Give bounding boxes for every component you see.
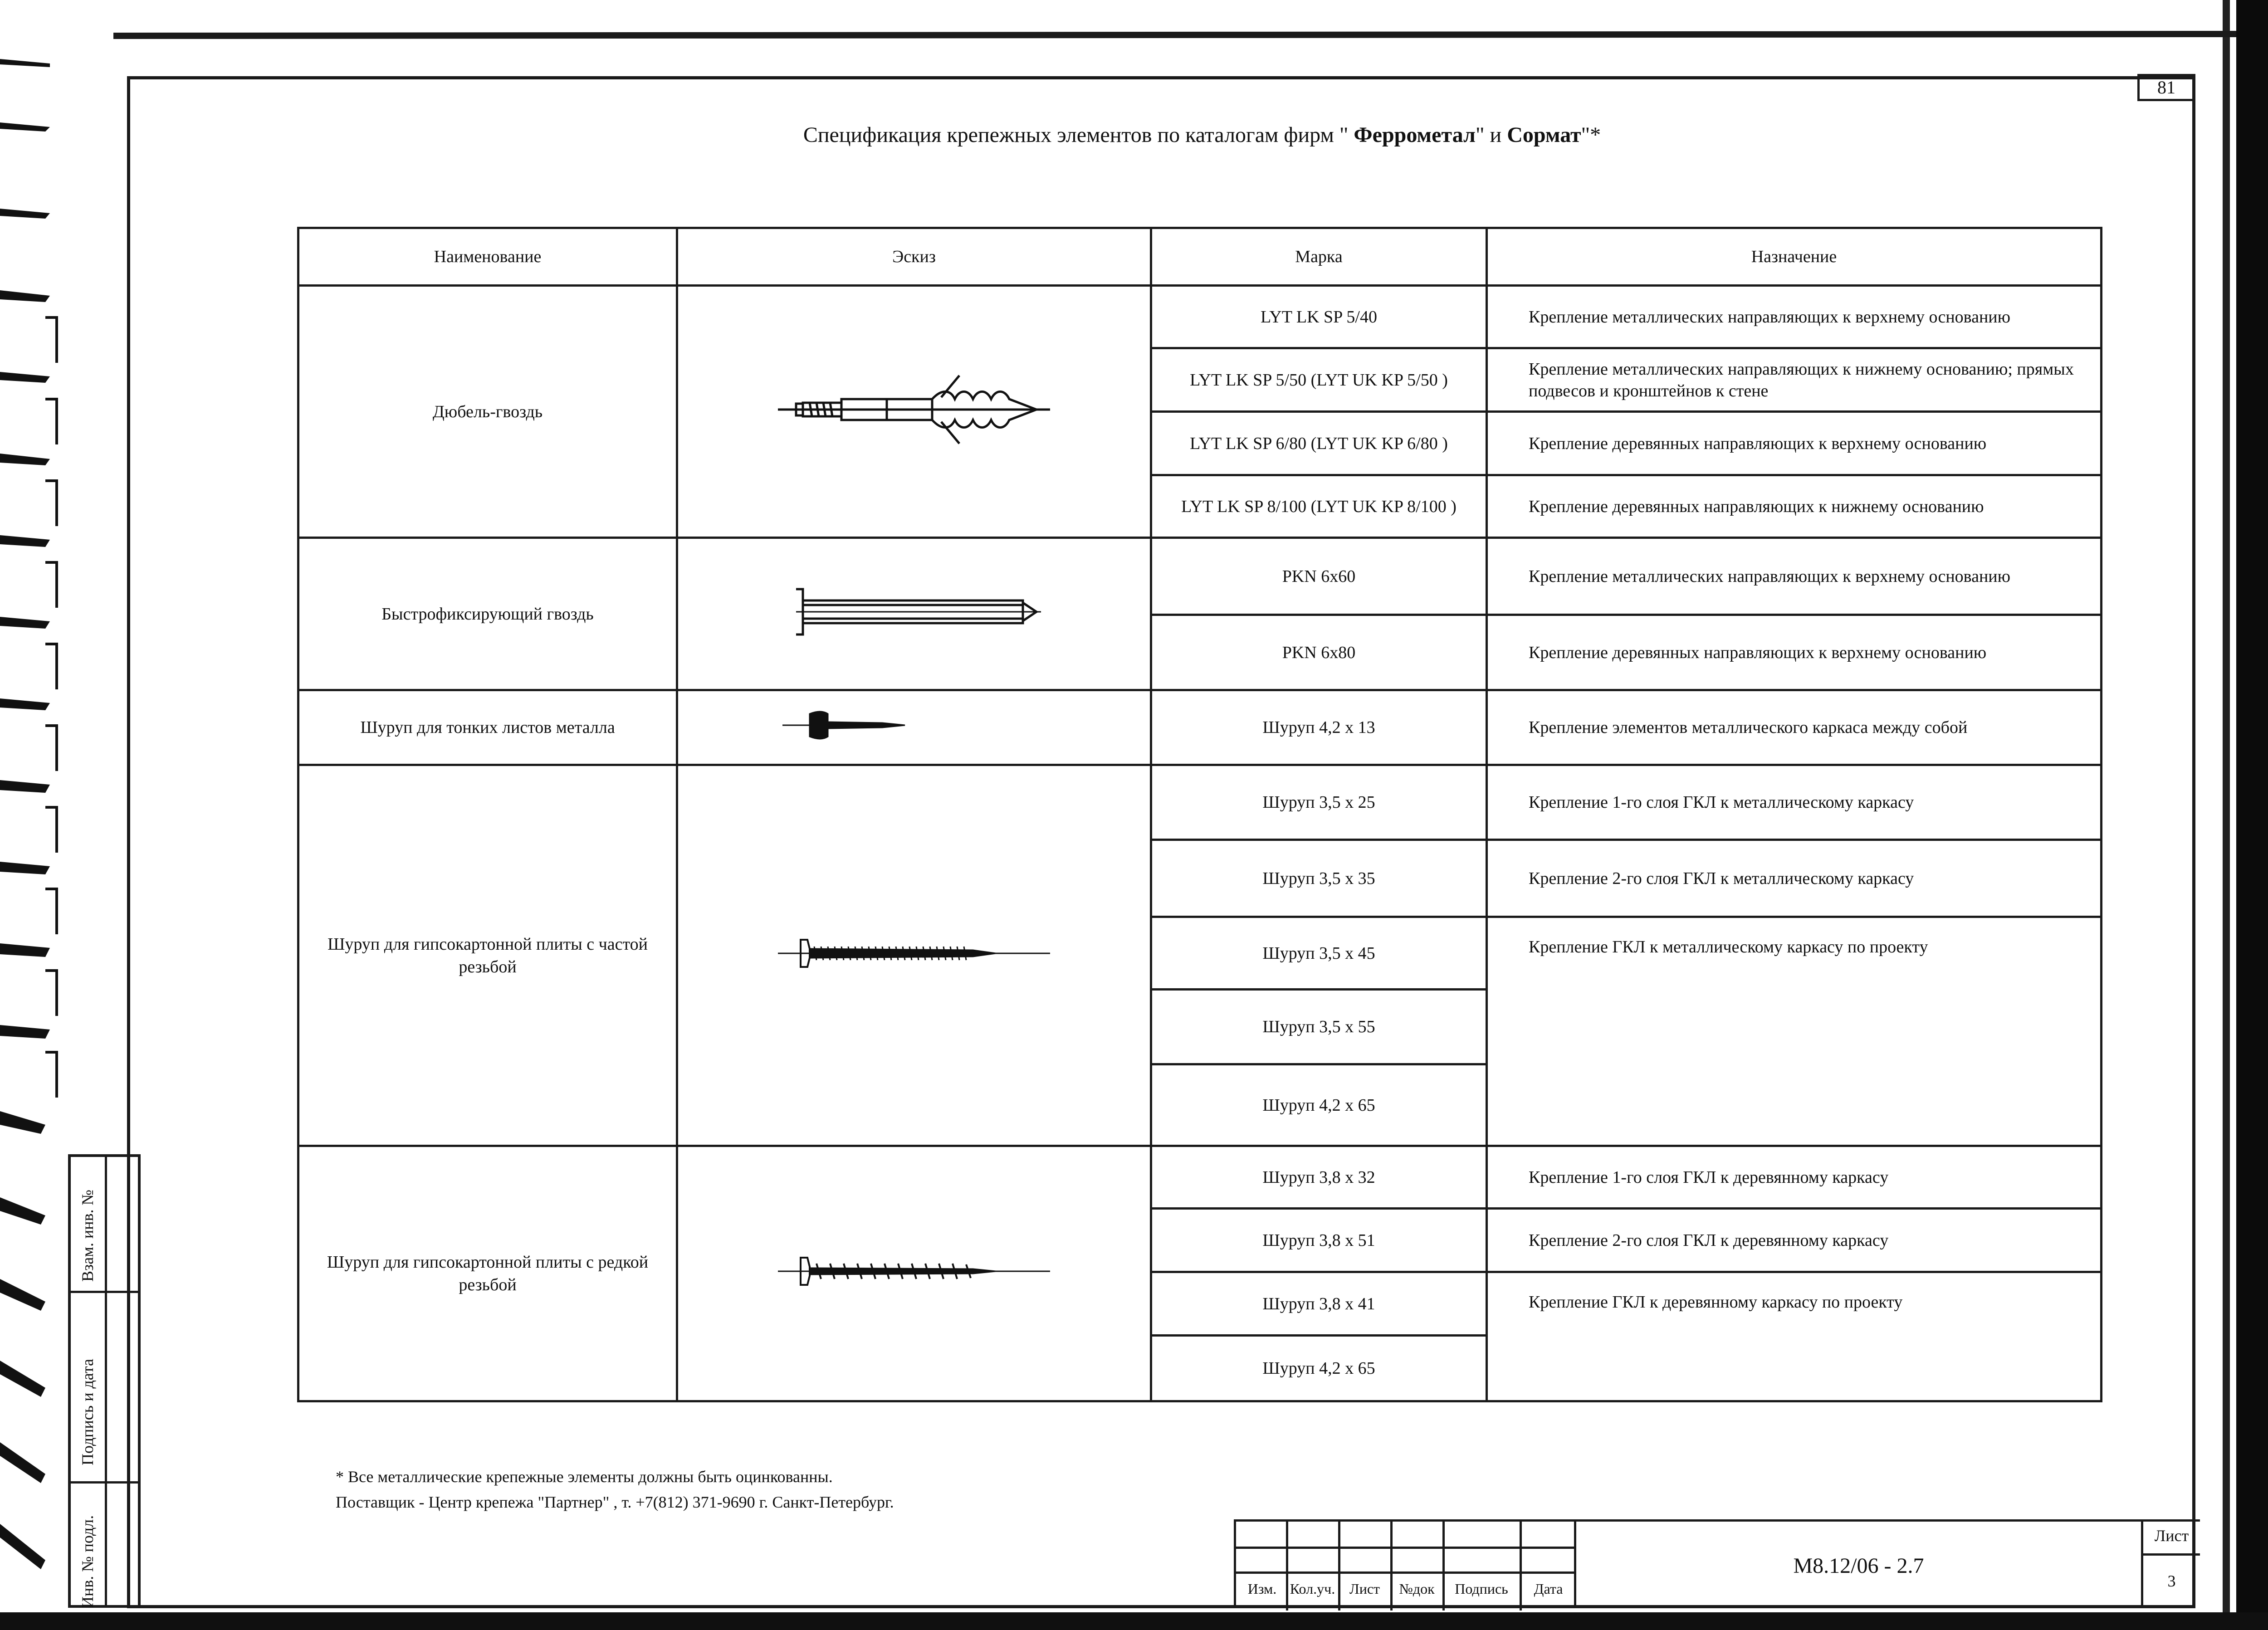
footnote [336,1464,894,1515]
scan-dark-margin [2236,0,2268,1630]
page-title [635,122,1769,147]
purpose-cell: Крепление 2-го слоя ГКЛ к металлическому каркасу [1487,840,2102,917]
purpose-cell: Крепление 1-го слоя ГКЛ к металлическому каркасу [1487,765,2102,840]
scan-right-edge [2223,0,2230,1615]
mark-cell: Шуруп 3,8 х 41 [1151,1272,1487,1336]
scan-bottom-edge [0,1612,2268,1630]
sketch-cell [677,538,1151,690]
purpose-cell: Крепление ГКЛ к металлическому каркасу по проекту [1487,917,2102,1146]
purpose-cell: Крепление элементов металлического каркаса между собой [1487,690,2102,765]
sketch-cell [677,765,1151,1146]
group-name: Быстрофиксирующий гвоздь [298,538,677,690]
col-label-ndok: №док [1399,1581,1435,1597]
purpose-cell: Крепление 2-го слоя ГКЛ к деревянному каркасу [1487,1209,2102,1272]
col-label-signature: Подпись [1455,1581,1508,1597]
group-name: Дюбель-гвоздь [298,286,677,538]
table-row [298,538,2102,615]
title-prefix: Спецификация крепежных элементов по каталогам фирм " [803,123,1354,147]
col-label-list: Лист [1349,1581,1380,1597]
title-middle: " и [1475,123,1507,147]
sheet-number: 3 [2167,1572,2176,1590]
sheet-label: Лист [2154,1527,2189,1545]
purpose-cell: Крепление металлических направляющих к верхнему основанию [1487,286,2102,348]
group-name: Шуруп для гипсокартонной плиты с частой резьбой [298,765,677,1146]
table-row [298,1146,2102,1209]
sketch-cell [677,286,1151,538]
specification-table [297,227,2102,1402]
side-stamp [68,1154,141,1608]
mark-cell: LYT LK SP 5/50 (LYT UK KP 5/50 ) [1151,348,1487,412]
coarse-thread-screw-icon [773,1246,1055,1296]
mark-cell: Шуруп 3,5 х 55 [1151,990,1487,1064]
mark-cell: Шуруп 3,5 х 25 [1151,765,1487,840]
header-name: Наименование [298,228,677,286]
table-header-row [298,228,2102,286]
purpose-cell: Крепление металлических направляющих к верхнему основанию [1487,538,2102,615]
footnote-line-2: Поставщик - Центр крепежа "Партнер" , т. +7(812) 371-9690 г. Санкт-Петербург. [336,1493,894,1511]
mark-cell: Шуруп 4,2 х 65 [1151,1064,1487,1146]
footnote-line-1: * Все металлические крепежные элементы должны быть оцинкованны. [336,1468,833,1486]
binding-marks [0,45,64,1610]
grid-line [2143,1553,2200,1556]
purpose-cell: Крепление деревянных направляющих к верхнему основанию [1487,615,2102,690]
col-label-date: Дата [1534,1581,1563,1597]
mark-cell: Шуруп 3,8 х 32 [1151,1146,1487,1209]
header-purpose: Назначение [1487,228,2102,286]
signature-date-label: Подпись и дата [78,1359,97,1465]
sketch-cell [677,1146,1151,1401]
title-block [1234,1519,2200,1608]
mark-cell: Шуруп 3,5 х 45 [1151,917,1487,990]
mark-cell: LYT LK SP 5/40 [1151,286,1487,348]
sketch-cell [677,690,1151,765]
purpose-cell: Крепление 1-го слоя ГКЛ к деревянному каркасу [1487,1146,2102,1209]
purpose-cell: Крепление деревянных направляющих к верхнему основанию [1487,412,2102,475]
purpose-cell: Крепление ГКЛ к деревянному каркасу по проекту [1487,1272,2102,1401]
mark-cell: Шуруп 4,2 х 65 [1151,1336,1487,1401]
replace-inv-label: Взам. инв. № [78,1190,97,1282]
mark-cell: Шуруп 3,5 х 35 [1151,840,1487,917]
original-inv-label: Инв. № подл. [78,1515,97,1608]
group-name: Шуруп для гипсокартонной плиты с редкой резьбой [298,1146,677,1401]
document-code: М8.12/06 - 2.7 [1574,1519,2141,1608]
page-number: 81 [2137,74,2195,101]
table-row [298,690,2102,765]
group-name: Шуруп для тонких листов металла [298,690,677,765]
mark-cell: Шуруп 3,8 х 51 [1151,1209,1487,1272]
mark-cell: LYT LK SP 8/100 (LYT UK KP 8/100 ) [1151,475,1487,538]
dowel-nail-icon [769,371,1059,448]
mark-cell: PKN 6x80 [1151,615,1487,690]
mark-cell: PKN 6x60 [1151,538,1487,615]
table-row [298,765,2102,840]
header-sketch: Эскиз [677,228,1151,286]
revision-grid [1234,1519,1574,1608]
title-suffix: "* [1581,123,1601,147]
scan-top-edge [113,31,2236,39]
header-mark: Марка [1151,228,1487,286]
purpose-cell: Крепление деревянных направляющих к нижнему основанию [1487,475,2102,538]
sheet-metal-screw-icon [778,700,1050,750]
mark-cell: Шуруп 4,2 х 13 [1151,690,1487,765]
col-label-kolvo: Кол.уч. [1290,1581,1335,1597]
table-row [298,286,2102,348]
col-label-izm: Изм. [1247,1581,1277,1597]
mark-cell: LYT LK SP 6/80 (LYT UK KP 6/80 ) [1151,412,1487,475]
title-brand-2: Сормат [1507,123,1581,147]
quick-fix-nail-icon [778,585,1050,639]
purpose-cell: Крепление металлических направляющих к нижнему основанию; прямых подвесов и кронштейнов к стене [1487,348,2102,412]
title-brand-1: Феррометал [1354,123,1476,147]
sheet-box [2141,1519,2200,1608]
fine-thread-screw-icon [773,928,1055,978]
